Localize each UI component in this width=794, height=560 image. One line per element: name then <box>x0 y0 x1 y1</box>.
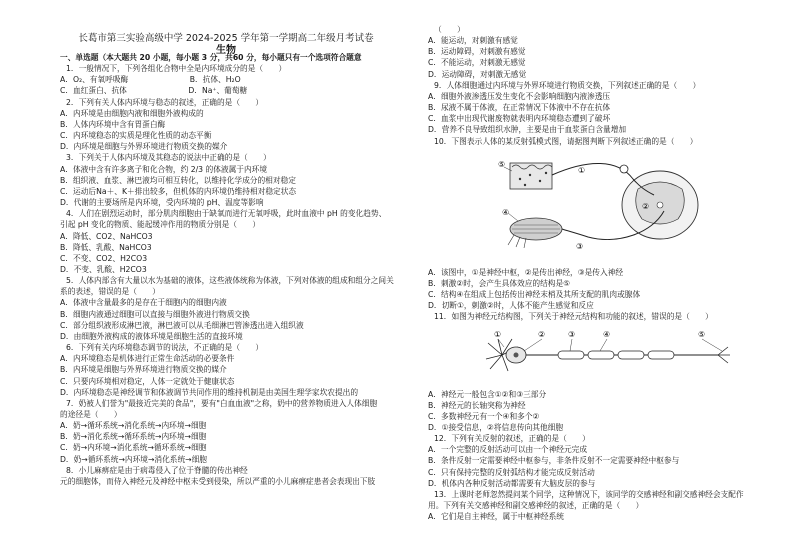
answer-option: B．刺激②时，会产生具体效应的结构是⑤ <box>428 278 571 288</box>
answer-option: A．能运动，对刺激有感觉 <box>428 36 518 46</box>
question-stem: 2．下列有关人体内环境与稳态的叙述，正确的是（ ） <box>66 97 264 107</box>
answer-option: A．降低、CO2、NaHCO3 <box>60 231 153 241</box>
answer-option: C．内环境稳态的实质是理化性质的动态平衡 <box>60 131 212 141</box>
question-stem-continued: 用。下列有关交感神经和副交感神经的叙述，正确的是（ ） <box>428 501 644 511</box>
answer-option: A．细胞外液渗透压发生变化不会影响细胞内液渗透压 <box>428 91 611 101</box>
question-stem: 11．如图为神经元结构图，下列关于神经元结构和功能的叙述，错误的是（ ） <box>434 312 713 322</box>
answer-option: A．奶→循环系统→消化系统→内环境→细胞 <box>60 421 207 431</box>
question-stem-continued: 引起 pH 变化的物质、能起缓冲作用的物质分别是（ ） <box>60 220 261 230</box>
figure2-label-5: ⑤ <box>698 329 706 339</box>
question-stem: 13．上课时老师忽然提问某个同学，这种情况下，该同学的交感神经和副交感神经会支配作 <box>434 489 744 499</box>
question-stem: 12．下列有关反射的叙述，正确的是（ ） <box>434 434 590 444</box>
answer-option: A．体液中含有许多离子和化合物，约 2/3 的体液属于内环境 <box>60 164 268 174</box>
figure1-label-2: ② <box>642 201 650 211</box>
answer-option: C．不变、CO2、H2CO3 <box>60 253 148 263</box>
answer-option: B．降低、乳酸、NaHCO3 <box>60 242 152 252</box>
answer-option: C．血红蛋白、抗体 D．Na⁺、葡萄糖 <box>60 86 248 96</box>
answer-option: D．内环境稳态是神经调节和体液调节共同作用的维持机制是由美国生理学家坎农提出的 <box>60 387 359 397</box>
question-stem-continued: 元的细胞体，而侍入神经元及神经中枢未受到侵染，所以严重的小儿麻痹症患者会表现出下肢 <box>60 476 376 486</box>
answer-option: A．该图中，①是神经中枢，②是传出神经，③是传入神经 <box>428 267 624 277</box>
question-stem: 10．下图表示人体的某反射弧模式图，请据图判断下列叙述正确的是（ ） <box>434 136 698 146</box>
answer-option: A．神经元一般包含①②和③三部分 <box>428 389 547 399</box>
answer-option: C．血浆中出现代谢废物就表明内环境稳态遭到了破坏 <box>428 114 611 124</box>
answer-option: A．内环境是由细胞内液和细胞外液构成的 <box>60 108 204 118</box>
spinal-cord-drawing <box>622 171 698 239</box>
answer-option: B．人体内环境中含有胃蛋白酶 <box>60 119 166 129</box>
skin-receptor-drawing <box>510 163 552 189</box>
answer-option: C．多数神经元有一个④和多个② <box>428 411 540 421</box>
neuron-axon-drawing <box>526 347 730 363</box>
question-stem-continued: 的途径是（ ） <box>60 410 122 419</box>
answer-option: D．内环境是细胞与外界环境进行物质交换的媒介 <box>60 142 228 152</box>
neuron-figure <box>428 325 753 387</box>
answer-option: B．尿液不属于体液，在正常情况下体液中不存在抗体 <box>428 103 611 113</box>
figure1-label-1: ① <box>578 165 586 175</box>
answer-option: C．不能运动，对刺激无感觉 <box>428 58 526 68</box>
question-stem: 4．人们在剧烈运动时，部分肌肉细胞由于缺氧而进行无氧呼吸，此时血液中 pH 的变化趋势、 <box>66 209 387 219</box>
question-stem: 1．一般情况下，下列各组化合物中全是内环境成分的是（ ） <box>66 64 287 74</box>
question-stem: 7．奶被人们誉为"最接近完美的食品"，要有"白血血液"之称，奶中的营养物质进入人体细胞 <box>66 398 378 408</box>
answer-option: C．结构④在组成上包括传出神经末梢及其所支配的肌肉或腺体 <box>428 290 641 300</box>
question-stem-continued: 系的表述，错误的是（ ） <box>60 287 160 297</box>
answer-option: C．只要内环境相对稳定，人体一定就处于健康状态 <box>60 376 235 386</box>
exam-subject: 生物 <box>216 45 236 56</box>
exam-title: 长葛市第三实验高级中学 2024-2025 学年第一学期高二年级月考试卷 <box>78 33 374 44</box>
left-column <box>60 52 396 487</box>
answer-option: B．条件反射一定需要神经中枢参与，非条件反射不一定需要神经中枢参与 <box>428 456 680 466</box>
section-heading: 一、单选题（本大题共 20 小题，每小题 3 分，共60 分，每小题只有一个选项符合题意 <box>60 53 362 62</box>
answer-option: D．不变、乳酸、H2CO3 <box>60 264 147 274</box>
answer-option: D．由细胞外液构成的液体环境是细胞生活的直接环境 <box>60 331 243 341</box>
neuron-cell-body-drawing <box>506 347 526 363</box>
answer-option: A．体液中含量最多的是存在于细胞内的细胞内液 <box>60 298 227 308</box>
figure1-label-3: ③ <box>576 241 584 251</box>
answer-option: D．奶→循环系统→内环境→消化系统→细胞 <box>60 454 207 464</box>
figure1-label-4: ④ <box>502 207 510 217</box>
answer-option: B．运动障碍，对刺激有感觉 <box>428 47 526 57</box>
answer-option: A．O₂、有氧呼吸酶 B．抗体、H₂O <box>60 75 241 85</box>
answer-option: C．运动后Na＋、K＋排出较多，但机体的内环境仍维持相对稳定状态 <box>60 186 297 196</box>
answer-option: B．细胞内液通过细胞可以直接与细胞外液进行物质交换 <box>60 309 250 319</box>
answer-option: B．内环境是细胞与外界环境进行物质交换的媒介 <box>60 365 227 375</box>
answer-option: D．机体内各种反射活动都需要有大脑皮层的参与 <box>428 478 596 488</box>
question-stem: 9．人体细胞通过内环境与外界环境进行物质交换，下列叙述正确的是（ ） <box>434 80 701 90</box>
answer-option: D．营养不良导致组织水肿，主要是由于血浆蛋白含量增加 <box>428 125 627 135</box>
figure1-label-5: ⑤ <box>498 159 506 169</box>
reflex-arc-figure <box>428 149 753 265</box>
question-stem: 6．下列有关内环境稳态调节的说法，不正确的是（ ） <box>66 343 264 353</box>
answer-option: D．运动障碍，对刺激无感觉 <box>428 69 527 79</box>
figure2-label-3: ③ <box>568 329 576 339</box>
figure2-label-4: ④ <box>603 329 611 339</box>
answer-option: D．代谢的主要场所是内环境，受内环境的 pH、温度等影响 <box>60 198 264 208</box>
figure2-label-1: ① <box>494 329 502 339</box>
question-stem-continued: （ ） <box>434 25 465 34</box>
muscle-effector-drawing <box>508 218 562 248</box>
figure2-label-2: ② <box>538 329 546 339</box>
answer-option: C．部分组织液形成淋巴液，淋巴液可以从毛细淋巴管渗透出进入组织液 <box>60 320 304 330</box>
ganglion <box>620 165 628 173</box>
answer-option: B．奶→消化系统→循环系统→内环境→细胞 <box>60 432 207 442</box>
answer-option: A．一个完整的反射活动可以由一个神经元完成 <box>428 445 588 455</box>
answer-option: B．组织液、血浆、淋巴液均可相互转化，以维持化学成分的相对稳定 <box>60 175 296 185</box>
answer-option: D．①接受信息，②将信息传向其他细胞 <box>428 422 564 432</box>
answer-option: C．只有保持完整的反射弧结构才能完成反射活动 <box>428 467 595 477</box>
answer-option: B．神经元的长轴突称为神经 <box>428 400 526 410</box>
answer-option: A．它们是自主神经，属于中枢神经系统 <box>428 512 564 522</box>
question-stem: 8．小儿麻痹症是由于病毒侵入了位于脊髓的传出神经 <box>66 465 248 475</box>
answer-option: D．切断①，刺激②时，人体不能产生感觉和反应 <box>428 301 594 311</box>
answer-option: A．内环境稳态是机体进行正常生命活动的必要条件 <box>60 354 235 364</box>
question-stem: 3．下列关于人体内环境及其稳态的说法中正确的是（ ） <box>66 153 271 163</box>
question-stem: 5．人体内部含有大量以水为基础的液体，这些液体统称为体液，下列对体液的组成和组分之间关 <box>66 276 394 286</box>
right-column <box>428 24 753 522</box>
answer-option: C．奶→内环境→消化系统→循环系统→细胞 <box>60 443 207 453</box>
